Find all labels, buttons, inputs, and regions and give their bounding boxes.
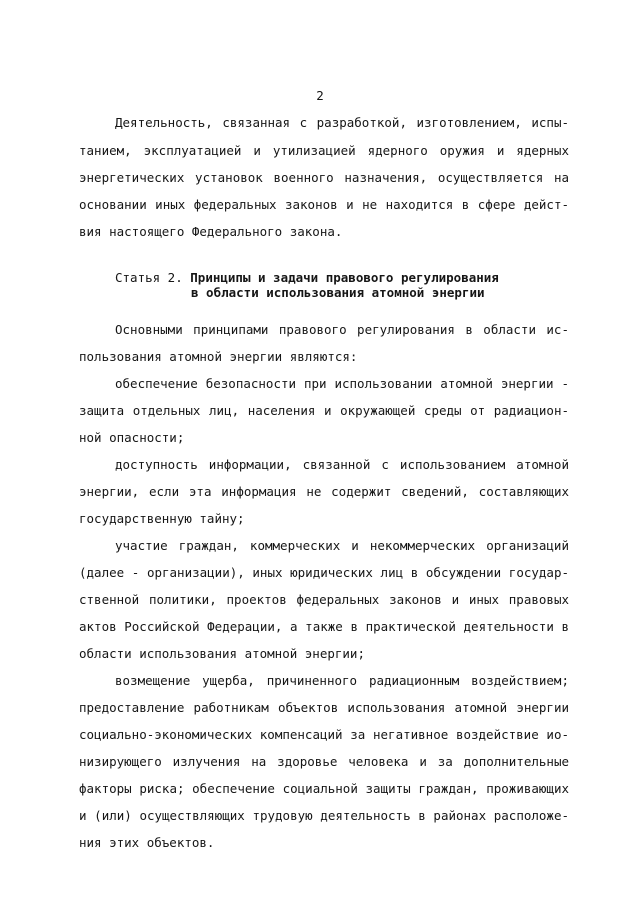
text-line: актов Российской Федерации, а также в практической деятельности в xyxy=(79,619,569,634)
page-number: 2 xyxy=(316,88,324,103)
text-line: Деятельность, связанная с разработкой, изготовлением, испы- xyxy=(115,115,569,130)
article-title-line1: Принципы и задачи правового регулирования xyxy=(190,270,499,285)
article-title-line2: в области использования атомной энергии xyxy=(191,285,485,300)
text-line: (далее - организации), иных юридических лиц в обсуждении государ- xyxy=(79,565,569,580)
text-line: основании иных федеральных законов и не находится в сфере дейст- xyxy=(79,197,569,212)
text-line: доступность информации, связанной с использованием атомной xyxy=(115,457,569,472)
text-line: ния этих объектов. xyxy=(79,835,215,850)
text-line: вия настоящего Федерального закона. xyxy=(79,224,343,239)
text-line: Основными принципами правового регулирования в области ис- xyxy=(115,322,569,337)
text-line: области использования атомной энергии; xyxy=(79,646,365,661)
text-line: участие граждан, коммерческих и некоммерческих организаций xyxy=(115,538,569,553)
text-line: защита отдельных лиц, населения и окружающей среды от радиацион- xyxy=(79,403,569,418)
text-line: танием, эксплуатацией и утилизацией ядерного оружия и ядерных xyxy=(79,143,569,158)
text-line: факторы риска; обеспечение социальной защиты граждан, проживающих xyxy=(79,781,569,796)
text-line: социально-экономических компенсаций за негативное воздействие ио- xyxy=(79,727,569,742)
text-line: государственную тайну; xyxy=(79,511,245,526)
article-heading xyxy=(115,270,499,285)
text-line: возмещение ущерба, причиненного радиационным воздействием; xyxy=(115,673,569,688)
text-line: обеспечение безопасности при использовании атомной энергии - xyxy=(115,376,569,391)
text-line: энергии, если эта информация не содержит сведений, составляющих xyxy=(79,484,569,499)
text-line: и (или) осуществляющих трудовую деятельность в районах расположе- xyxy=(79,808,569,823)
text-line: ственной политики, проектов федеральных законов и иных правовых xyxy=(79,592,569,607)
text-line: ной опасности; xyxy=(79,430,185,445)
text-line: пользования атомной энергии являются: xyxy=(79,349,358,364)
text-line: предоставление работникам объектов использования атомной энергии xyxy=(79,700,569,715)
article-prefix: Статья 2. xyxy=(115,270,183,285)
text-line: энергетических установок военного назначения, осуществляется на xyxy=(79,170,569,185)
text-line: низирующего излучения на здоровье человека и за дополнительные xyxy=(79,754,569,769)
